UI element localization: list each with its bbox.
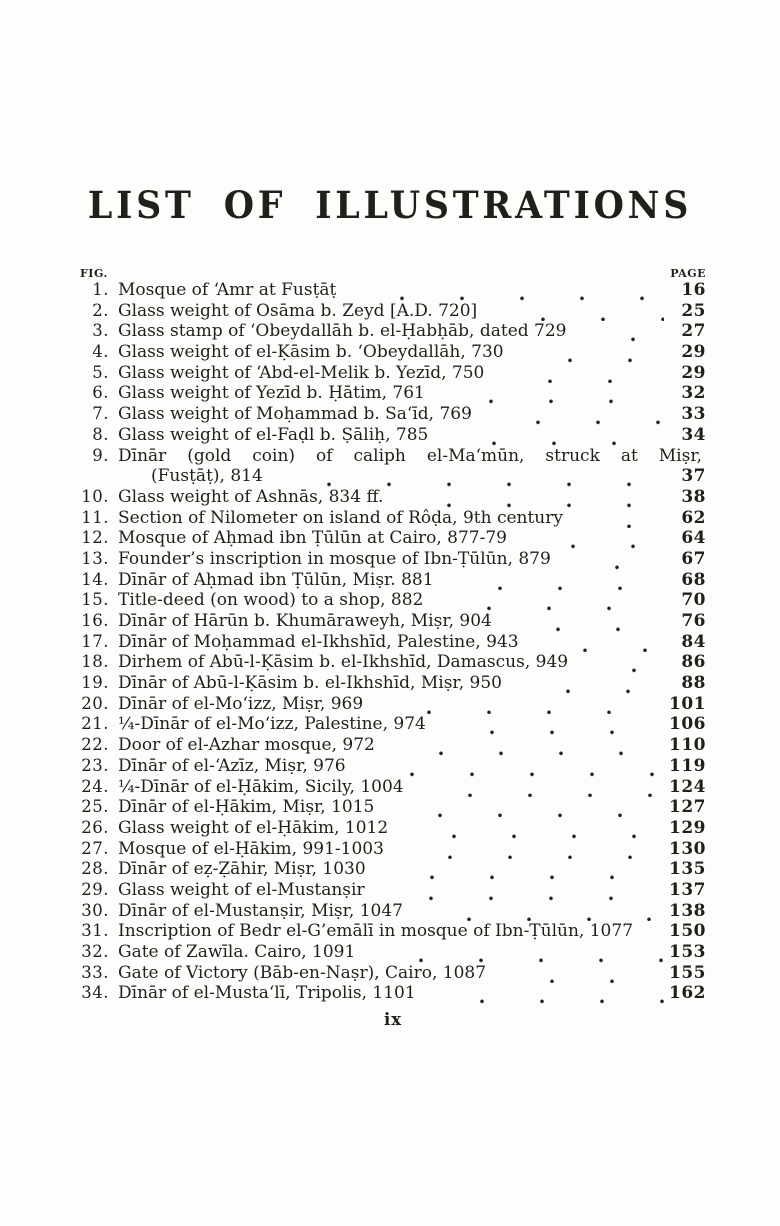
list-item-line [80,901,706,922]
item-text: Glass weight of el-Faḍl b. Ṣāliḥ, 785 [118,424,429,445]
item-text: Dīnār of el-Mo‘izz, Miṣr, 969 [118,693,364,714]
figure-number: 18. [81,652,109,672]
dot-leader [514,342,664,363]
list-item-line [80,590,706,611]
list-item [80,280,706,301]
dot-leader [384,797,664,818]
list-item [80,632,706,653]
list-item-line [80,839,706,860]
list-item [80,590,706,611]
list-item-line [80,363,706,384]
item-text: Glass weight of Yezīd b. Ḥātim, 761 [118,383,425,404]
dot-leader [385,735,664,756]
figure-number: 15. [81,590,109,610]
item-text: Glass weight of Osāma b. Zeyd [A.D. 720] [118,300,478,321]
item-text: Dīnār of el-‘Azīz, Miṣr, 976 [118,755,346,776]
list-item [80,425,706,446]
list-item-line [80,673,706,694]
item-text: Gate of Zawīla. Cairo, 1091 [118,942,356,962]
dot-leader [487,301,664,322]
dot-leader [413,901,664,922]
item-text: Dīnār of el-Ḥākim, Miṣr, 1015 [118,797,375,818]
list-item [80,797,706,818]
page-number: 67 [681,548,706,569]
dot-leader [529,632,664,653]
dot-leader [376,859,664,880]
item-text: Title-deed (on wood) to a shop, 882 [118,590,424,611]
page-number: 34 [681,424,706,445]
list-item [80,611,706,632]
list-item-line [80,777,706,798]
item-text-continuation: (Fusṭāṭ), 814 [151,466,263,487]
dot-leader [414,777,664,798]
page-number: 129 [669,817,706,838]
page-number: 138 [669,900,706,921]
list-item-line [80,797,706,818]
item-text: Glass weight of ‘Abd-el-Melik b. Yezīd, 750 [118,362,485,383]
dot-leader [394,839,664,860]
figure-number: 5. [92,362,109,382]
list-item [80,446,706,487]
list-item [80,859,706,880]
list-item-line [80,280,706,301]
dot-leader [517,528,664,549]
list-item [80,363,706,384]
illustrations-list [80,280,706,1004]
item-text: Dīnār of el-Musta‘lī, Tripolis, 1101 [118,983,416,1004]
item-text: Section of Nilometer on island of Rôḍa, 9th century [118,507,563,528]
item-text: Glass weight of el-Mustanṣir [118,879,365,900]
dot-leader [273,466,664,487]
list-item-line [80,714,706,735]
figure-number: 19. [81,673,109,693]
figure-number: 13. [81,548,109,568]
list-item [80,549,706,570]
figure-number: 20. [81,693,109,713]
list-item-line [80,652,706,673]
figure-number: 16. [81,611,109,630]
item-text: Glass weight of Ashnās, 834 ff. [118,486,384,507]
item-text: Mosque of ‘Amr at Fusṭāṭ [118,280,337,300]
list-item-line [80,921,706,942]
dot-leader [496,963,664,984]
list-item [80,383,706,404]
item-text: Founder’s inscription in mosque of Ibn-Ṭūlūn, 879 [118,548,551,569]
list-item-line [80,880,706,901]
item-text: Dīnār of Moḥammad el-Ikhshīd, Palestine, 943 [118,631,519,652]
column-headers [80,268,706,280]
figure-number: 31. [81,921,109,941]
dot-leader [512,673,664,694]
figure-number: 9. [92,445,109,465]
figure-number: 2. [92,300,109,320]
figure-number: 32. [81,942,109,961]
figure-number: 3. [92,321,109,341]
page-number: 106 [669,714,706,735]
list-item [80,921,706,942]
list-item [80,342,706,363]
dot-leader [373,694,664,715]
list-item [80,942,706,963]
page-column-header: PAGE [670,267,706,280]
figure-number: 12. [81,528,109,548]
dot-leader [426,983,664,1004]
figure-number: 8. [92,424,109,444]
dot-leader [643,921,664,942]
page-number: 29 [681,342,706,363]
page-number: 150 [669,921,706,942]
page-number: 86 [681,652,706,673]
page-number: 38 [681,486,706,507]
figure-number: 26. [81,817,109,837]
figure-number: 7. [92,404,109,424]
figure-number: 14. [81,569,109,589]
figure-number: 28. [81,859,109,879]
figure-number: 24. [81,776,109,796]
page-number: 37 [681,466,706,487]
figure-number: 29. [81,879,109,899]
list-item [80,321,706,342]
page-number: 137 [669,879,706,900]
item-text: Mosque of el-Ḥākim, 991-1003 [118,838,384,859]
list-item-line [80,983,706,1004]
dot-leader [375,880,664,901]
item-text: Gate of Victory (Bāb-en-Naṣr), Cairo, 1087 [118,962,487,983]
dot-leader [436,714,664,735]
list-item [80,528,706,549]
content-area [80,268,706,1029]
dot-leader [502,611,664,632]
dot-leader [393,487,664,508]
item-text: Dīnār of Aḥmad ibn Ṭūlūn, Miṣr. 881 [118,569,434,590]
item-text: Glass weight of Moḥammad b. Sa‘īd, 769 [118,404,472,425]
page-number: 88 [681,673,706,694]
page-number: 101 [669,693,706,714]
list-item [80,880,706,901]
dot-leader [494,363,664,384]
dot-leader [433,590,664,611]
page-number: 153 [669,942,706,962]
dot-leader [444,570,664,591]
dot-leader [435,383,664,404]
dot-leader [573,508,664,529]
item-text: Mosque of Aḥmad ibn Ṭūlūn at Cairo, 877-79 [118,528,507,549]
page-number: 155 [669,962,706,983]
list-item-line [80,508,706,529]
page-number: 130 [669,838,706,859]
figure-number: 1. [92,280,109,299]
page-number: 29 [681,362,706,383]
page-number: 135 [669,859,706,880]
item-text: ¼-Dīnār of el-Mo‘izz, Palestine, 974 [118,714,426,735]
dot-leader [398,818,664,839]
item-text: Dīnār of Abū-l-Ḳāsim b. el-Ikhshīd, Miṣr, 950 [118,673,502,694]
page-number: 68 [681,569,706,590]
figure-number: 27. [81,838,109,858]
figure-number: 4. [92,342,109,362]
figure-number: 25. [81,797,109,817]
dot-leader [365,942,664,963]
page-number: 162 [669,983,706,1004]
list-item [80,404,706,425]
page-number: 16 [681,280,706,300]
dot-leader [346,280,664,301]
item-text: Dīnār of Hārūn b. Khumāraweyh, Miṣr, 904 [118,611,492,631]
dot-leader [578,652,664,673]
page-number: 70 [681,590,706,611]
figure-number: 11. [81,507,109,527]
list-item [80,570,706,591]
list-item-line [80,570,706,591]
list-item-line [80,383,706,404]
list-item [80,839,706,860]
dot-leader [356,756,664,777]
page-number: 110 [669,735,706,756]
list-item [80,735,706,756]
list-item-line [80,487,706,508]
list-item [80,983,706,1004]
list-item-line [80,611,706,632]
figure-number: 33. [81,962,109,982]
list-item-line [80,632,706,653]
list-item-line [80,404,706,425]
page-number: 33 [681,404,706,425]
page-number: 27 [681,321,706,342]
item-text: Dirhem of Abū-l-Ḳāsim b. el-Ikhshīd, Damascus, 949 [118,652,569,673]
list-item [80,673,706,694]
item-text: Dīnār of el-Mustanṣir, Miṣr, 1047 [118,900,403,921]
list-item-line [80,735,706,756]
figure-number: 17. [81,631,109,651]
item-text: Glass stamp of ‘Obeydallāh b. el-Ḥabḥāb, dated 729 [118,321,567,342]
figure-number: 23. [81,755,109,775]
list-item [80,508,706,529]
list-item-line [80,694,706,715]
page-number: 64 [681,528,706,549]
figure-number: 22. [81,735,109,755]
list-item-line [80,425,706,446]
list-item-line [80,549,706,570]
list-item-line [80,446,706,467]
list-item-line [80,528,706,549]
list-item [80,818,706,839]
figure-number: 34. [81,983,109,1003]
list-item-line [80,963,706,984]
folio-page-number: ix [383,1010,403,1030]
dot-leader [561,549,664,570]
list-item [80,901,706,922]
list-item [80,714,706,735]
list-item [80,301,706,322]
dot-leader [577,321,665,342]
item-text: Glass weight of el-Ḳāsim b. ‘Obeydallāh, 730 [118,342,504,363]
item-text: Glass weight of el-Ḥākim, 1012 [118,817,389,838]
page-number: 32 [681,383,706,404]
item-text: ¼-Dīnār of el-Ḥākim, Sicily, 1004 [118,776,404,797]
dot-leader [438,425,664,446]
fig-column-header: FIG. [80,267,108,280]
page-title: LIST OF ILLUSTRATIONS [87,183,693,227]
list-item-line-continuation [80,466,706,487]
page-number: 62 [681,507,706,528]
list-item-line [80,756,706,777]
item-text: Dīnār of eẓ-Ẓāhir, Miṣr, 1030 [118,859,366,880]
list-item-line [80,859,706,880]
item-text: Door of el-Azhar mosque, 972 [118,735,375,756]
figure-number: 6. [92,383,109,403]
item-text: Inscription of Bedr el-G’emālī in mosque of Ibn-Ṭūlūn, 1077 [118,921,634,942]
figure-number: 21. [81,714,109,734]
list-item [80,652,706,673]
list-item-line [80,301,706,322]
page-number: 127 [669,797,706,818]
list-item-line [80,321,706,342]
page-number: 124 [669,776,706,797]
page-number: 25 [681,300,706,321]
list-item [80,694,706,715]
list-item [80,756,706,777]
figure-number: 30. [81,900,109,920]
dot-leader [482,404,664,425]
list-item [80,963,706,984]
item-text: Dīnār (gold coin) of caliph el-Ma‘mūn, struck at Miṣr, [118,445,702,466]
page-number: 84 [681,631,706,652]
list-item [80,487,706,508]
figure-number: 10. [81,486,109,506]
page-number: 76 [681,611,706,631]
list-item-line [80,342,706,363]
page-number: 119 [669,755,706,776]
list-item-line [80,818,706,839]
list-item [80,777,706,798]
list-item-line [80,942,706,963]
